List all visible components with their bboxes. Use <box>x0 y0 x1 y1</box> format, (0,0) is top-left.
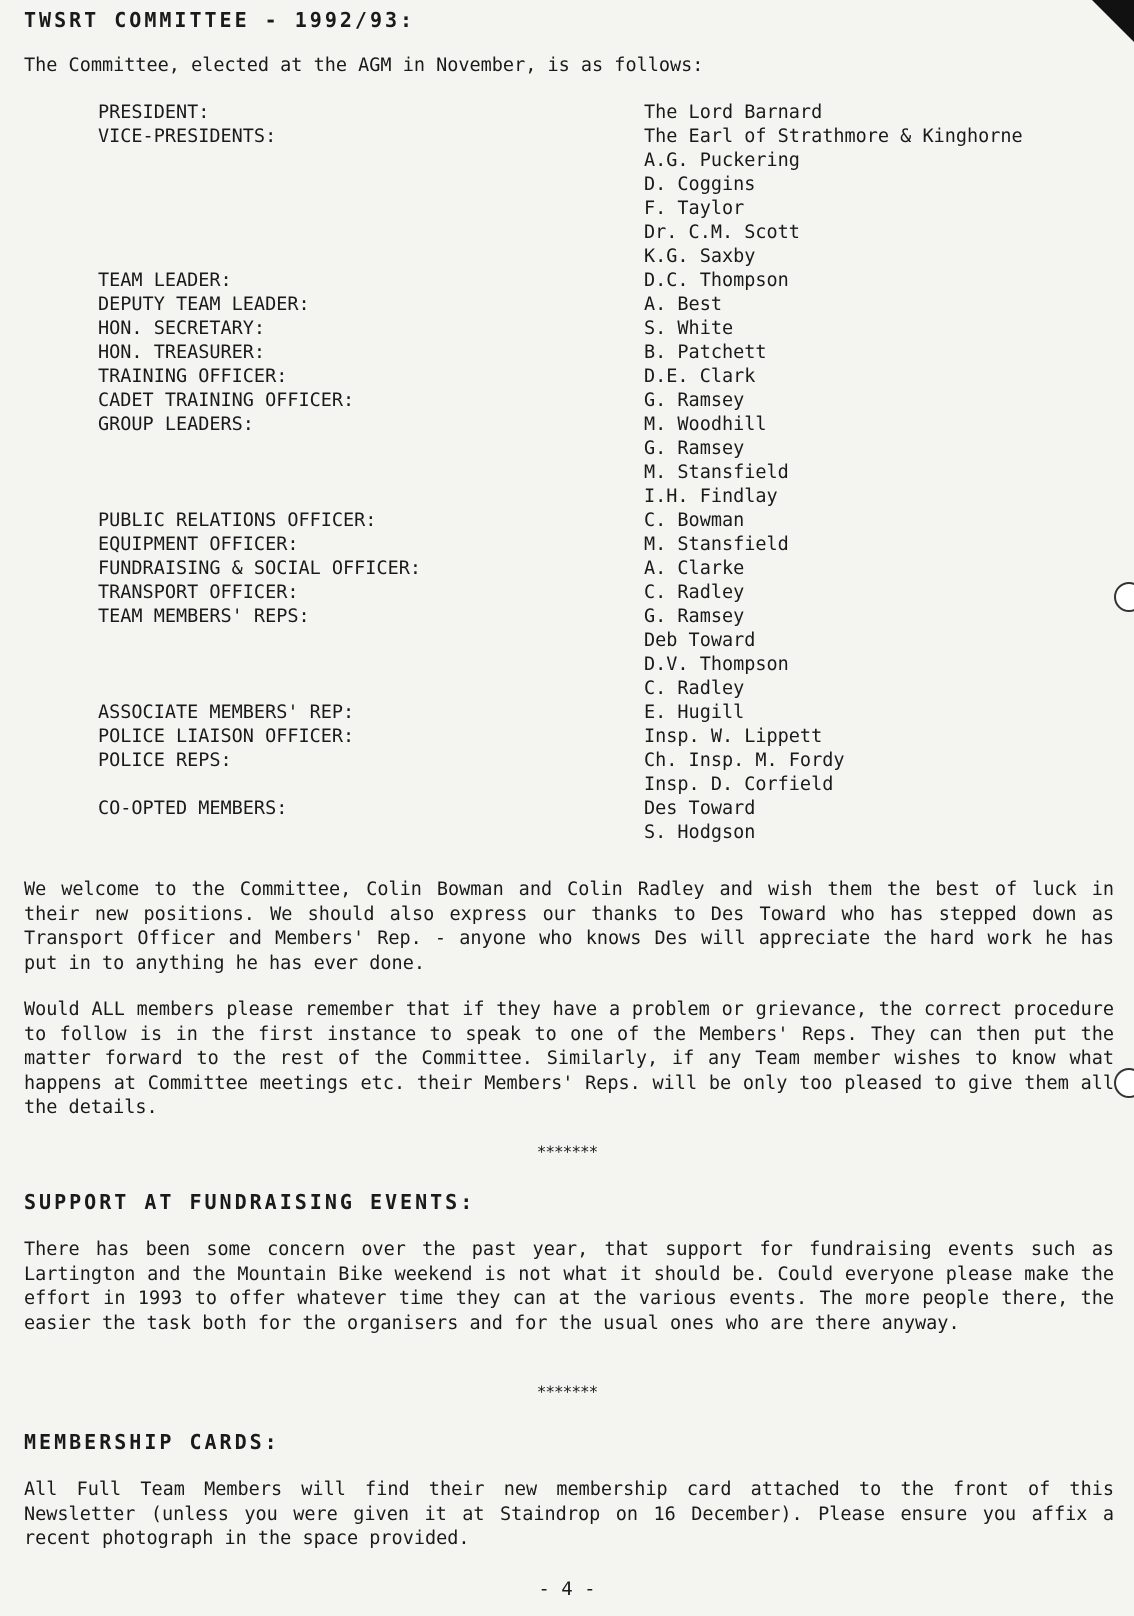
member-name: Insp. D. Corfield <box>644 774 834 795</box>
member-name: A.G. Puckering <box>644 150 800 171</box>
member-name: Ch. Insp. M. Fordy <box>644 750 845 771</box>
separator-asterisks: ******* <box>536 1382 598 1401</box>
member-name: D.V. Thompson <box>644 654 789 675</box>
member-name: S. Hodgson <box>644 822 756 843</box>
role-label: TRAINING OFFICER: <box>98 366 288 387</box>
member-name: I.H. Findlay <box>644 486 778 507</box>
punch-hole-upper <box>1114 582 1134 612</box>
member-name: A. Best <box>644 294 722 315</box>
member-name: M. Stansfield <box>644 462 789 483</box>
member-name: The Earl of Strathmore & Kinghorne <box>644 126 1023 147</box>
role-label: PUBLIC RELATIONS OFFICER: <box>98 510 377 531</box>
page-number: - 4 - <box>538 1578 596 1600</box>
grievance-paragraph: Would ALL members please remember that if they have a problem or grievance, the correct procedure to follow is in the first instance to speak to one of the Members' Reps. They can then put the matter forward to the rest of the Committee. Similarly, if any Team member wishes to know what happens at Committee meetings etc. their Members' Reps. will be only too pleased to give them all the details. <box>24 999 1114 1118</box>
member-name: Des Toward <box>644 798 756 819</box>
role-label: CADET TRAINING OFFICER: <box>98 390 355 411</box>
member-name: C. Radley <box>644 678 745 699</box>
role-label: HON. SECRETARY: <box>98 318 266 339</box>
role-label: PRESIDENT: <box>98 102 210 123</box>
page-corner-fold <box>1092 0 1134 42</box>
member-name: Deb Toward <box>644 630 756 651</box>
member-name: C. Radley <box>644 582 745 603</box>
member-name: A. Clarke <box>644 558 745 579</box>
punch-hole-lower <box>1114 1068 1134 1098</box>
role-label: TEAM LEADER: <box>98 270 232 291</box>
member-name: B. Patchett <box>644 342 767 363</box>
role-label: TEAM MEMBERS' REPS: <box>98 606 310 627</box>
member-name: G. Ramsey <box>644 606 745 627</box>
role-label: DEPUTY TEAM LEADER: <box>98 294 310 315</box>
role-label: FUNDRAISING & SOCIAL OFFICER: <box>98 558 422 579</box>
role-label: ASSOCIATE MEMBERS' REP: <box>98 702 355 723</box>
member-name: G. Ramsey <box>644 390 745 411</box>
membership-heading: MEMBERSHIP CARDS: <box>24 1430 280 1454</box>
role-label: EQUIPMENT OFFICER: <box>98 534 299 555</box>
fundraising-paragraph: There has been some concern over the past year, that support for fundraising events such as Lartington and the Mountain Bike weekend is not what it should be. Could everyone please make the effort in 1993 to offer whatever time they can at the various events. The more people there, the easier the task both for the organisers and for the usual ones who are there anyway. <box>24 1239 1114 1334</box>
membership-paragraph: All Full Team Members will find their new membership card attached to the front of this Newsletter (unless you were given it at Staindrop on 16 December). Please ensure you affix a recent photograph in the space provided. <box>24 1479 1114 1549</box>
role-label: TRANSPORT OFFICER: <box>98 582 299 603</box>
role-label: CO-OPTED MEMBERS: <box>98 798 288 819</box>
member-name: D.C. Thompson <box>644 270 789 291</box>
fundraising-heading: SUPPORT AT FUNDRAISING EVENTS: <box>24 1190 476 1214</box>
committee-intro: The Committee, elected at the AGM in November, is as follows: <box>24 55 704 76</box>
member-name: D.E. Clark <box>644 366 756 387</box>
role-label: VICE-PRESIDENTS: <box>98 126 277 147</box>
role-label: POLICE LIAISON OFFICER: <box>98 726 355 747</box>
committee-heading: TWSRT COMMITTEE - 1992/93: <box>24 8 416 32</box>
member-name: M. Stansfield <box>644 534 789 555</box>
member-name: The Lord Barnard <box>644 102 823 123</box>
member-name: C. Bowman <box>644 510 745 531</box>
member-name: M. Woodhill <box>644 414 767 435</box>
member-name: D. Coggins <box>644 174 756 195</box>
member-name: G. Ramsey <box>644 438 745 459</box>
member-name: K.G. Saxby <box>644 246 756 267</box>
member-name: Insp. W. Lippett <box>644 726 823 747</box>
role-label: GROUP LEADERS: <box>98 414 254 435</box>
role-label: POLICE REPS: <box>98 750 232 771</box>
role-label: HON. TREASURER: <box>98 342 266 363</box>
member-name: F. Taylor <box>644 198 745 219</box>
member-name: E. Hugill <box>644 702 745 723</box>
member-name: S. White <box>644 318 734 339</box>
welcome-paragraph: We welcome to the Committee, Colin Bowman and Colin Radley and wish them the best of luck in their new positions. We should also express our thanks to Des Toward who has stepped down as Transport Officer and Members' Rep. - anyone who knows Des will appreciate the hard work he has put in to anything he has ever done. <box>24 879 1114 974</box>
separator-asterisks: ******* <box>536 1142 598 1161</box>
member-name: Dr. C.M. Scott <box>644 222 800 243</box>
